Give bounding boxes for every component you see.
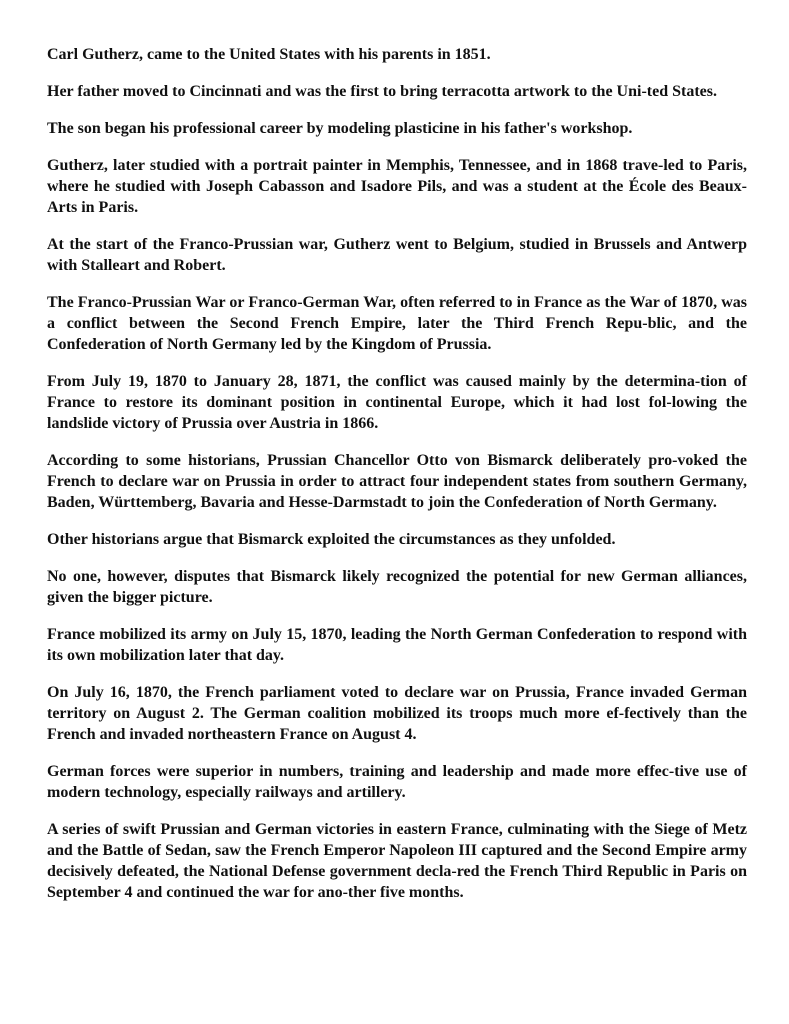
paragraph-4: Gutherz, later studied with a portrait painter in Memphis, Tennessee, and in 1868 trave-led to Paris, where he studied with Joseph Cabasson and Isadore Pils, and was a student at the École des Beaux-Arts in Paris.: [47, 157, 747, 216]
paragraph-10: No one, however, disputes that Bismarck likely recognized the potential for new German alliances, given the bigger picture.: [47, 568, 747, 606]
paragraph-6: The Franco-Prussian War or Franco-German War, often referred to in France as the War of 1870, was a conflict between the Second French Empire, later the Third French Repu-blic, and the Confederation of North Germany led by the Kingdom of Prussia.: [47, 294, 747, 353]
paragraph-11: France mobilized its army on July 15, 1870, leading the North German Confederation to respond with its own mobilization later that day.: [47, 626, 747, 664]
paragraph-8: According to some historians, Prussian Chancellor Otto von Bismarck deliberately pro-voked the French to declare war on Prussia in order to attract four independent states from southern Germany, Baden, Württemberg, Bavaria and Hesse-Darmstadt to join the Confederation of North Germany.: [47, 452, 747, 511]
paragraph-5: At the start of the Franco-Prussian war, Gutherz went to Belgium, studied in Brussels and Antwerp with Stalleart and Robert.: [47, 236, 747, 274]
paragraph-9: Other historians argue that Bismarck exploited the circumstances as they unfolded.: [47, 531, 616, 548]
paragraph-12: On July 16, 1870, the French parliament voted to declare war on Prussia, France invaded German territory on August 2. The German coalition mobilized its troops much more ef-fectively than the French and invaded northeastern France on August 4.: [47, 684, 747, 743]
paragraph-1: Carl Gutherz, came to the United States with his parents in 1851.: [47, 46, 491, 63]
document-page: [47, 44, 747, 919]
paragraph-2: Her father moved to Cincinnati and was the first to bring terracotta artwork to the Uni-ted States.: [47, 83, 717, 100]
paragraph-13: German forces were superior in numbers, training and leadership and made more effec-tive use of modern technology, especially railways and artillery.: [47, 763, 747, 801]
paragraph-3: The son began his professional career by modeling plasticine in his father's workshop.: [47, 120, 633, 137]
paragraph-7: From July 19, 1870 to January 28, 1871, the conflict was caused mainly by the determina-tion of France to restore its dominant position in continental Europe, which it had lost fol-lowing the landslide victory of Prussia over Austria in 1866.: [47, 373, 747, 432]
paragraph-14: A series of swift Prussian and German victories in eastern France, culminating with the Siege of Metz and the Battle of Sedan, saw the French Emperor Napoleon III captured and the Second Empire army decisively defeated, the National Defense government decla-red the French Third Republic in Paris on September 4 and continued the war for ano-ther five months.: [47, 821, 747, 901]
